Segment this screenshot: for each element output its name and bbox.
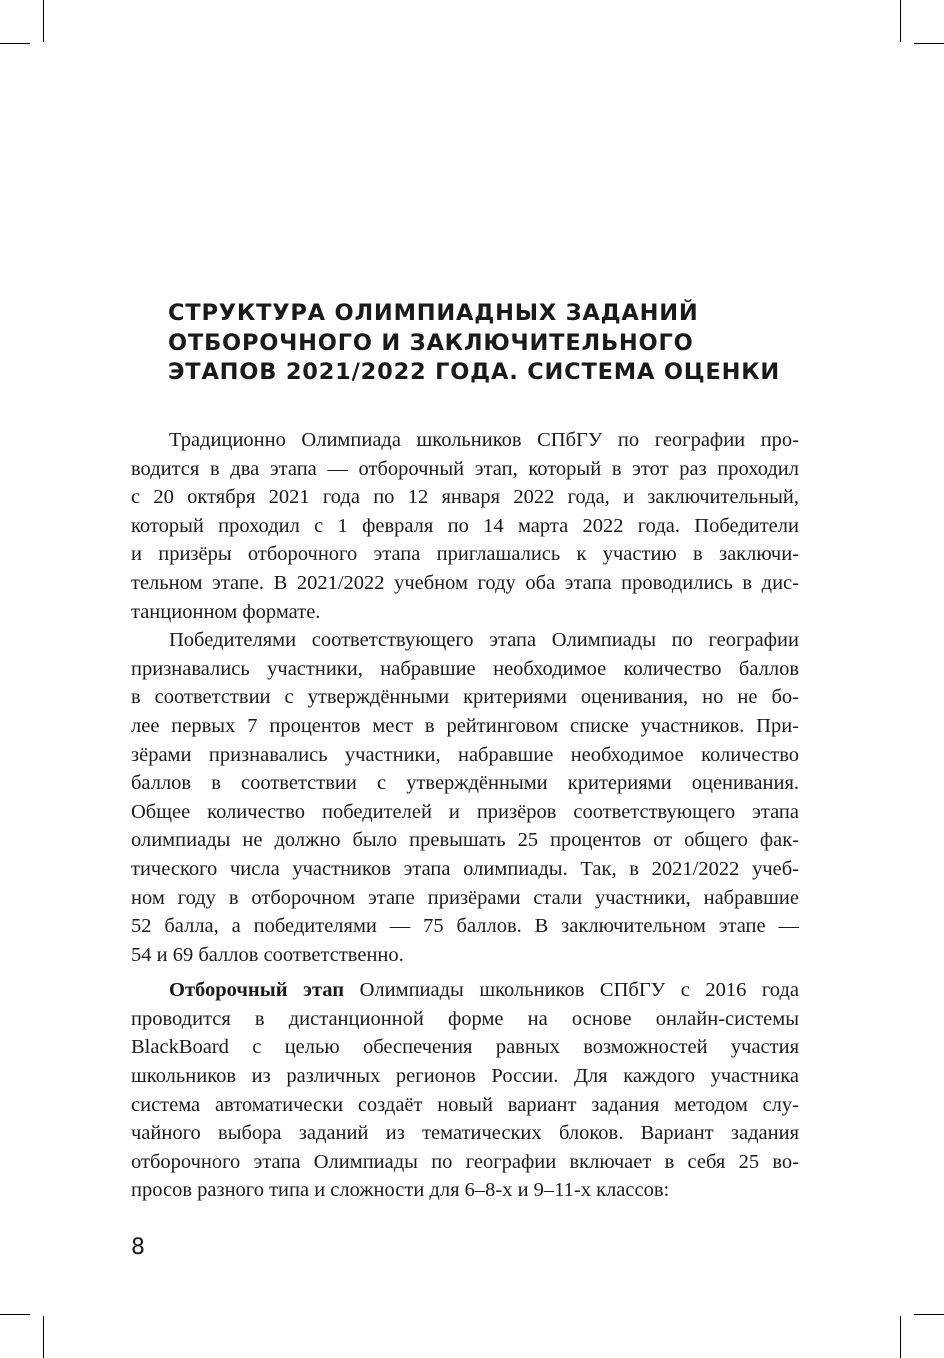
- bold-lead: Отборочный этап: [169, 979, 345, 1002]
- text-line: водится в два этапа — отборочный этап, который в этот раз проходил: [131, 457, 799, 480]
- paragraph-1: [131, 426, 799, 626]
- text-line: [131, 976, 799, 1005]
- paragraph-3: [131, 976, 799, 1205]
- text-run: Олимпиады школьников СПбГУ с 2016 года: [344, 979, 799, 1002]
- text-line: школьников из различных регионов России. Для каждого участника: [131, 1065, 799, 1088]
- crop-mark: [914, 1314, 944, 1315]
- text-line: тического числа участников этапа олимпиады. Так, в 2021/2022 учеб-: [131, 857, 799, 880]
- crop-mark: [0, 43, 30, 44]
- text-line: чайного выбора заданий из тематических блоков. Вариант задания: [131, 1122, 799, 1145]
- text-line: признавались участники, набравшие необходимое количество баллов: [131, 657, 799, 680]
- heading-line: ЭТАПОВ 2021/2022 ГОДА. СИСТЕМА ОЦЕНКИ: [168, 359, 781, 385]
- text-line: который проходил с 1 февраля по 14 марта 2022 года. Победители: [131, 514, 799, 537]
- text-line: в соответствии с утверждёнными критериями оценивания, но не бо-: [131, 686, 799, 709]
- crop-mark: [0, 1314, 30, 1315]
- text-line: с 20 октября 2021 года по 12 января 2022 года, и заключительный,: [131, 486, 799, 509]
- crop-mark: [900, 1316, 901, 1358]
- text-line: 52 балла, а победителями — 75 баллов. В заключительном этапе —: [131, 915, 799, 938]
- text-line: и призёры отборочного этапа приглашались к участию в заключи-: [131, 543, 799, 566]
- text-line: танционном формате.: [131, 600, 321, 623]
- paragraph-gap: [131, 969, 799, 976]
- text-line: тельном этапе. В 2021/2022 учебном году оба этапа проводились в дис-: [131, 571, 799, 594]
- crop-mark: [43, 1316, 44, 1358]
- section-heading: [168, 299, 848, 388]
- text-line: отборочного этапа Олимпиады по географии включает в себя 25 во-: [131, 1150, 799, 1173]
- page-number: 8: [131, 1235, 145, 1260]
- crop-mark: [914, 43, 944, 44]
- text-line: ном году в отборочном этапе призёрами стали участники, набравшие: [131, 886, 799, 909]
- text-line: Победителями соответствующего этапа Олимпиады по географии: [169, 629, 799, 652]
- text-line: Общее количество победителей и призёров соответствующего этапа: [131, 800, 799, 823]
- text-line: проводится в дистанционной форме на основе онлайн-системы: [131, 1007, 799, 1030]
- text-line: лее первых 7 процентов мест в рейтинговом списке участников. При-: [131, 714, 799, 737]
- text-line: зёрами признавались участники, набравшие необходимое количество: [131, 743, 799, 766]
- crop-mark: [43, 0, 44, 42]
- text-line: Традиционно Олимпиада школьников СПбГУ по географии про-: [169, 429, 799, 451]
- paragraph-2: [131, 626, 799, 969]
- text-line: система автоматически создаёт новый вариант задания методом слу-: [131, 1093, 799, 1116]
- text-line: BlackBoard с целью обеспечения равных возможностей участия: [131, 1036, 799, 1059]
- text-line: просов разного типа и сложности для 6–8-х и 9–11-х классов:: [131, 1179, 670, 1202]
- text-line: 54 и 69 баллов соответственно.: [131, 943, 404, 966]
- heading-line: СТРУКТУРА ОЛИМПИАДНЫХ ЗАДАНИЙ: [168, 300, 699, 326]
- crop-mark: [900, 0, 901, 42]
- body-text: [131, 426, 799, 1205]
- text-line: олимпиады не должно было превышать 25 процентов от общего фак-: [131, 829, 799, 852]
- heading-line: ОТБОРОЧНОГО И ЗАКЛЮЧИТЕЛЬНОГО: [168, 329, 694, 356]
- text-line: баллов в соответствии с утверждёнными критериями оценивания.: [131, 772, 799, 795]
